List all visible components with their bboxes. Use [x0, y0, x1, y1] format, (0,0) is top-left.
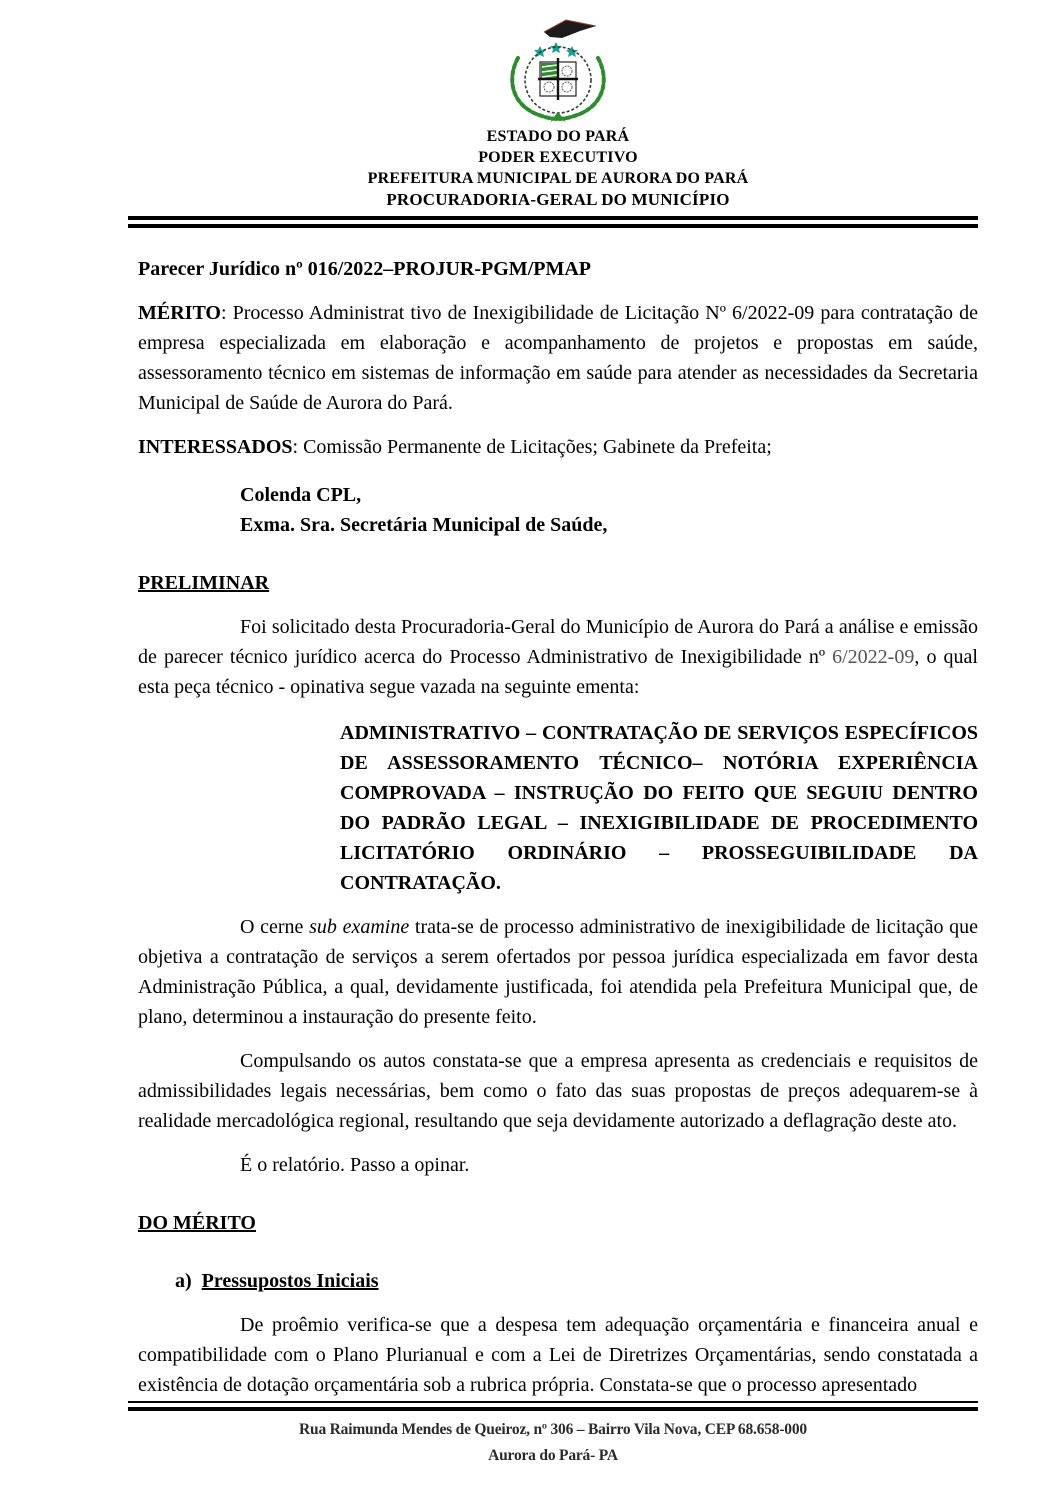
header-separator [128, 216, 978, 228]
proemio-paragraph: De proêmio verifica-se que a despesa tem adequação orçamentária e financeira anual e compatibilidade com o Plano Plurianual e com a Lei de Diretrizes Orçamentárias, sendo constatada a existência de dotação orçamentária sob a rubrica própria. Constata-se que o processo apresentado [138, 1314, 978, 1396]
interessados-text: : Comissão Permanente de Licitações; Gabinete da Prefeita; [292, 436, 772, 458]
header-line-poder: PODER EXECUTIVO [478, 149, 638, 166]
preliminar-text-1: Foi solicitado desta Procuradoria-Geral do Município de Aurora do Pará a análise e emissão de parecer técnico jurídico acerca do Processo Administrativo de Inexigibilidade nº [138, 616, 978, 668]
preliminar-paragraph [138, 612, 978, 702]
coat-of-arms-icon [492, 16, 624, 126]
footer-city: Aurora do Pará- PA [488, 1447, 618, 1464]
cerne-latin-term: sub examine [309, 916, 410, 938]
item-a-heading [175, 1266, 978, 1296]
shield-icon [538, 58, 578, 100]
header-line-prefeitura: PREFEITURA MUNICIPAL DE AURORA DO PARÁ [367, 170, 749, 187]
do-merito-heading: DO MÉRITO [138, 1212, 256, 1234]
merito-text: : Processo Administrat tivo de Inexigibilidade de Licitação Nº 6/2022-09 para contratação de empresa especializada em elaboração e acompanhamento de projetos e propostas em saúde, assessoramento técnico em sistemas de informação em saúde para atender as necessidades da Secretaria Municipal de Saúde de Aurora do Pará. [138, 302, 978, 414]
document-title: Parecer Jurídico nº 016/2022–PROJUR-PGM/PMAP [138, 258, 591, 280]
header-line-procuradoria: PROCURADORIA-GERAL DO MUNICÍPIO [386, 190, 730, 209]
preliminar-text-2: , o qual esta peça técnico - opinativa segue vazada na seguinte ementa: [138, 646, 978, 698]
relatorio-line: É o relatório. Passo a opinar. [240, 1154, 470, 1176]
header-line-estado: ESTADO DO PARÁ [486, 128, 630, 145]
bird-icon [544, 20, 596, 38]
item-a-title: Pressupostos Iniciais [201, 1270, 379, 1292]
process-number: 6/2022-09 [832, 646, 915, 668]
addressee-block [240, 480, 978, 540]
cerne-paragraph [138, 912, 978, 1032]
addressee-secretaria: Exma. Sra. Secretária Municipal de Saúde, [240, 514, 608, 536]
footer-address: Rua Raimunda Mendes de Queiroz, nº 306 – Bairro Vila Nova, CEP 68.658-000 [299, 1421, 807, 1438]
preliminar-heading: PRELIMINAR [138, 572, 270, 594]
footer-separator-thick [128, 1407, 978, 1411]
item-a-label: a) [175, 1270, 192, 1292]
cerne-prefix: O cerne [240, 916, 310, 938]
stars-icon [534, 42, 578, 57]
letterhead [138, 16, 978, 210]
page-footer [128, 1401, 978, 1469]
ementa-block: ADMINISTRATIVO – CONTRATAÇÃO DE SERVIÇOS ESPECÍFICOS DE ASSESSORAMENTO TÉCNICO– NOTÓRIA EXPERIÊNCIA COMPROVADA – INSTRUÇÃO DO FEITO QUE SEGUIU DENTRO DO PADRÃO LEGAL – INEXIGIBILIDADE DE PROCEDIMENTO LICITATÓRIO ORDINÁRIO – PROSSEGUIBILIDADE DA CONTRATAÇÃO. [340, 722, 978, 894]
interessados-label: INTERESSADOS [138, 436, 293, 458]
merito-paragraph [138, 298, 978, 418]
compulsando-paragraph: Compulsando os autos constata-se que a empresa apresenta as credenciais e requisitos de admissibilidades legais necessárias, bem como o fato das suas propostas de preços adequarem-se à realidade mercadológica regional, resultando que seja devidamente autorizado a deflagração deste ato. [138, 1050, 978, 1132]
interessados-paragraph [138, 432, 978, 462]
merito-label: MÉRITO [138, 302, 221, 324]
cerne-rest: trata-se de processo administrativo de inexigibilidade de licitação que objetiva a contratação de serviços a serem ofertados por pessoa jurídica especializada em favor desta Administração Pública, a qual, devidamente justificada, foi atendida pela Prefeitura Municipal que, de plano, determinou a instauração do presente feito. [138, 916, 979, 1028]
addressee-cpl: Colenda CPL, [240, 484, 362, 506]
